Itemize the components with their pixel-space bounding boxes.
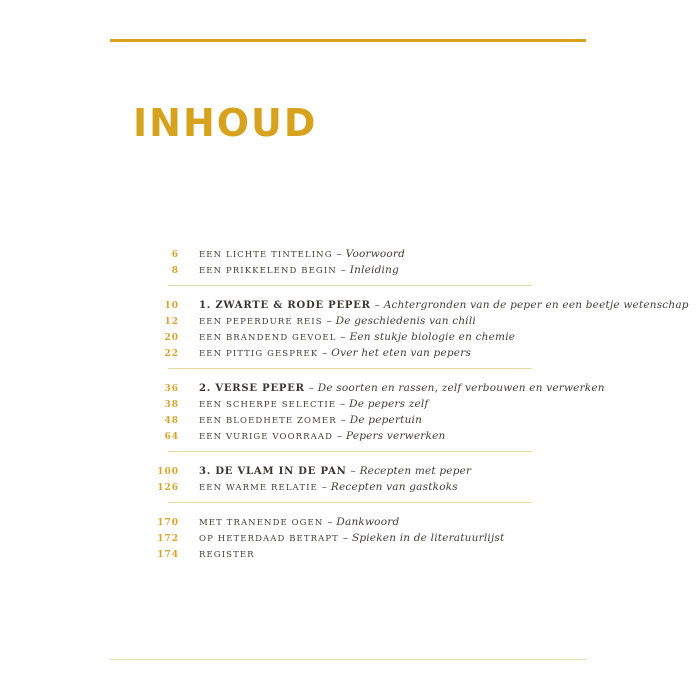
toc-entry-subtitle: Achtergronden van de peper en een beetje wetenschap xyxy=(383,299,689,311)
toc-entry-title: REGISTER xyxy=(199,550,255,560)
toc-entry-subtitle: Dankwoord xyxy=(336,516,400,528)
toc-entry-title: MET TRANENDE OGEN xyxy=(199,518,324,528)
page-number: 64 xyxy=(164,432,179,442)
dash-separator: – xyxy=(326,316,332,327)
dash-separator: – xyxy=(342,533,348,544)
dash-separator: – xyxy=(327,517,333,528)
dash-separator: – xyxy=(337,431,343,442)
toc-entry-subtitle: De soorten en rassen, zelf verbouwen en verwerken xyxy=(317,382,605,394)
toc-entry xyxy=(110,512,590,528)
page-number: 100 xyxy=(157,467,179,477)
toc-entry-title: 1. ZWARTE & RODE PEPER xyxy=(199,300,371,311)
page-number: 172 xyxy=(157,534,179,544)
toc-entry-title: EEN PITTIG GESPREK xyxy=(199,349,319,359)
toc-entry-title: EEN VURIGE VOORRAAD xyxy=(199,432,334,442)
toc-entry xyxy=(110,410,590,426)
toc-entry-subtitle: Recepten van gastkoks xyxy=(330,481,458,493)
toc-entry-subtitle: De pepertuin xyxy=(349,414,423,426)
dash-separator: – xyxy=(340,332,346,343)
dash-separator: – xyxy=(321,482,327,493)
toc-entry-title: EEN PEPERDURE REIS xyxy=(199,317,323,327)
toc-entry-subtitle: Voorwoord xyxy=(345,248,406,260)
toc-entry-subtitle: Over het eten van pepers xyxy=(331,347,472,359)
page-number: 6 xyxy=(171,250,179,260)
page-number: 10 xyxy=(164,301,179,311)
toc-entry-subtitle: De pepers zelf xyxy=(349,398,429,410)
dash-separator: – xyxy=(340,265,346,276)
page-number: 48 xyxy=(164,416,179,426)
toc-entry-title: EEN WARME RELATIE xyxy=(199,483,318,493)
section-divider xyxy=(168,368,532,369)
page-number: 22 xyxy=(164,349,179,359)
toc-entry-text xyxy=(199,544,255,563)
dash-separator: – xyxy=(350,466,356,477)
toc-entry-title: 2. VERSE PEPER xyxy=(199,383,305,394)
page-number: 20 xyxy=(164,333,179,343)
toc-entry-title: EEN SCHERPE SELECTIE xyxy=(199,400,337,410)
toc-entry xyxy=(110,295,689,311)
toc-entry-subtitle: Een stukje biologie en chemie xyxy=(349,331,516,343)
dash-separator: – xyxy=(322,348,328,359)
toc-entry xyxy=(110,327,590,343)
toc-entry-text xyxy=(199,477,458,496)
toc-entry-title: OP HETERDAAD BETRAPT xyxy=(199,534,339,544)
section-divider xyxy=(168,285,532,286)
toc-entry-text xyxy=(199,426,445,445)
page-number: 174 xyxy=(157,550,179,560)
toc-entry xyxy=(110,260,590,276)
toc-entry-text xyxy=(199,343,471,362)
toc-entry-subtitle: De geschiedenis van chili xyxy=(335,315,476,327)
toc-entry-title: 3. DE VLAM IN DE PAN xyxy=(199,466,347,477)
page-number: 38 xyxy=(164,400,179,410)
dash-separator: – xyxy=(340,399,346,410)
toc-entry-title: EEN BLOEDHETE ZOMER xyxy=(199,416,337,426)
page-number: 12 xyxy=(164,317,179,327)
toc-entry-subtitle: Inleiding xyxy=(349,264,399,276)
toc-entry xyxy=(110,343,590,359)
toc-entry xyxy=(110,528,590,544)
dash-separator: – xyxy=(374,300,380,311)
page-title: INHOUD xyxy=(133,101,318,146)
page-number: 170 xyxy=(157,518,179,528)
dash-separator: – xyxy=(340,415,346,426)
page-number: 8 xyxy=(171,266,179,276)
top-rule xyxy=(110,39,586,42)
toc-entry-subtitle: Spieken in de literatuurlijst xyxy=(351,532,505,544)
toc-entry-text xyxy=(199,260,399,279)
toc-entry-title: EEN LICHTE TINTELING xyxy=(199,250,333,260)
section-divider xyxy=(168,502,532,503)
section-divider xyxy=(168,451,532,452)
page-number: 36 xyxy=(164,384,179,394)
dash-separator: – xyxy=(336,249,342,260)
toc-entry xyxy=(110,477,590,493)
toc-entry xyxy=(110,378,605,394)
toc-entry-subtitle: Recepten met peper xyxy=(359,465,472,477)
toc-entry-title: EEN PRIKKELEND BEGIN xyxy=(199,266,337,276)
toc-entry-subtitle: Pepers verwerken xyxy=(346,430,446,442)
toc-entry xyxy=(110,461,590,477)
toc-list xyxy=(110,244,689,560)
page-number: 126 xyxy=(157,483,179,493)
dash-separator: – xyxy=(308,383,314,394)
toc-entry-title: EEN BRANDEND GEVOEL xyxy=(199,333,337,343)
toc-entry xyxy=(110,426,590,442)
toc-entry xyxy=(110,244,590,260)
bottom-rule xyxy=(110,659,586,660)
